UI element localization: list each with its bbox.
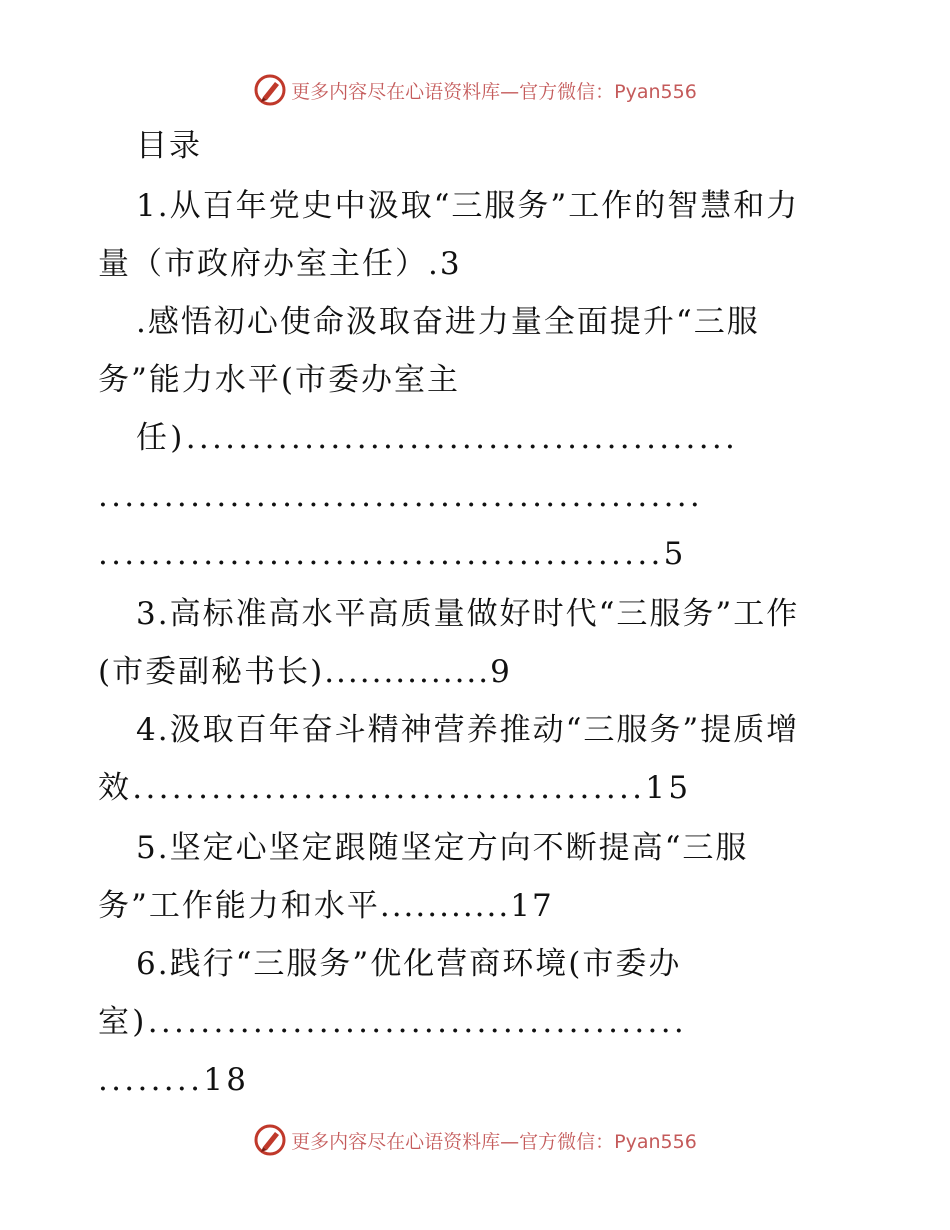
toc-line: ...........................................5 [98,536,687,572]
toc-line: (市委副秘书长)..............9 [98,654,512,690]
toc-line: 4.汲取百年奋斗精神营养推动“三服务”提质增 [136,712,800,748]
banner-wechat-id: Pyan556 [614,1130,697,1153]
pen-logo-icon [253,73,287,107]
toc-line: 务”能力水平(市委办室主 [98,362,460,398]
footer-banner [0,1120,950,1160]
toc-heading: 目录 [136,128,202,164]
toc-line: 室)......................................... [98,1004,688,1040]
banner-wechat-id: Pyan556 [614,80,697,103]
toc-line: ........18 [98,1062,250,1098]
toc-line: 6.践行“三服务”优化营商环境(市委办 [136,946,682,982]
toc-line: 3.高标准高水平高质量做好时代“三服务”工作 [136,596,800,632]
toc-line: .............................................. [98,478,704,514]
toc-line: .感悟初心使命汲取奋进力量全面提升“三服 [136,304,760,340]
toc-line: 任).......................................... [136,420,739,456]
toc-line: 量（市政府办室主任）.3 [98,246,462,282]
toc-line: 5.坚定心坚定跟随坚定方向不断提高“三服 [136,830,749,866]
banner-text [291,77,697,104]
header-banner [0,70,950,110]
pen-logo-icon [253,1123,287,1157]
banner-slogan: 更多内容尽在心语资料库—官方微信： [291,80,615,103]
toc-line: 务”工作能力和水平...........17 [98,888,554,924]
toc-line: 1.从百年党史中汲取“三服务”工作的智慧和力 [136,188,800,224]
banner-slogan: 更多内容尽在心语资料库—官方微信： [291,1130,615,1153]
banner-text [291,1127,697,1154]
toc-line: 效.......................................15 [98,770,692,806]
